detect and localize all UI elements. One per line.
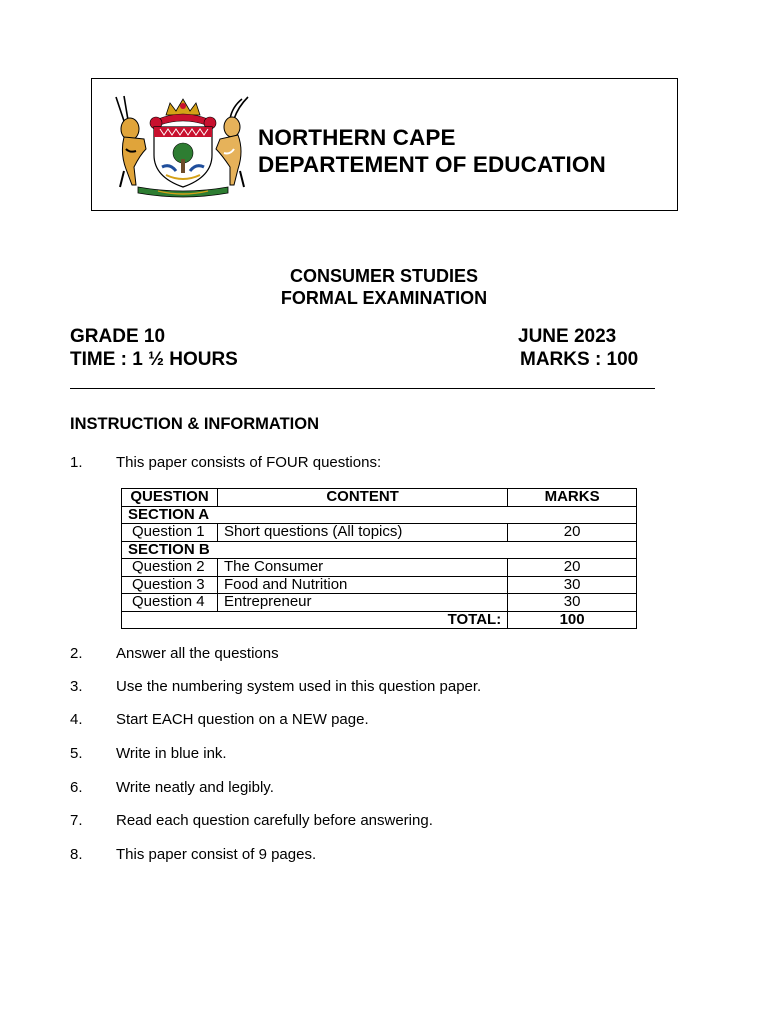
time-label: TIME : 1 ½ HOURS: [70, 349, 238, 370]
question-marks-table: [121, 488, 637, 629]
instruction-number: 4.: [70, 711, 83, 728]
motto-scroll: [138, 187, 228, 197]
section-a-label: SECTION A: [122, 506, 637, 524]
question-cell: Question 2: [122, 559, 218, 577]
instruction-number: 7.: [70, 812, 83, 829]
right-springbok: [216, 97, 248, 187]
instruction-number: 3.: [70, 678, 83, 695]
content-cell: Entrepreneur: [217, 594, 507, 612]
instruction-number: 5.: [70, 745, 83, 762]
header-content: CONTENT: [217, 489, 507, 507]
question-cell: Question 3: [122, 576, 218, 594]
exam-title: [0, 265, 768, 309]
crest-top: [150, 99, 216, 129]
total-row: [122, 611, 637, 629]
shield: [154, 127, 212, 187]
instruction-text: Use the numbering system used in this question paper.: [116, 678, 482, 695]
instruction-text: This paper consists of FOUR questions:: [116, 454, 382, 471]
instructions-heading: INSTRUCTION & INFORMATION: [70, 415, 320, 433]
instruction-text: Write in blue ink.: [116, 745, 227, 762]
subject-title: CONSUMER STUDIES: [289, 266, 478, 286]
instruction-text: Answer all the questions: [116, 645, 279, 662]
total-label: TOTAL:: [122, 611, 508, 629]
instruction-text: This paper consist of 9 pages.: [116, 846, 317, 863]
coat-of-arms-logo: [110, 93, 256, 199]
table-row: [122, 524, 637, 542]
total-value: 100: [508, 611, 637, 629]
instruction-number: 8.: [70, 846, 83, 863]
header-marks: MARKS: [508, 489, 637, 507]
exam-type-title: FORMAL EXAMINATION: [280, 288, 488, 308]
content-cell: Short questions (All topics): [217, 524, 507, 542]
instruction-text: Start EACH question on a NEW page.: [116, 711, 369, 728]
question-cell: Question 4: [122, 594, 218, 612]
content-cell: Food and Nutrition: [217, 576, 507, 594]
grade-label: GRADE 10: [70, 326, 166, 347]
header-question: QUESTION: [122, 489, 218, 507]
department-name: [258, 124, 606, 178]
total-marks-label: MARKS : 100: [520, 349, 639, 370]
table-row: [122, 559, 637, 577]
header-box: [91, 78, 678, 211]
marks-cell: 30: [508, 594, 637, 612]
instruction-text: Write neatly and legibly.: [116, 779, 274, 796]
instruction-number: 6.: [70, 779, 83, 796]
left-gemsbok: [116, 96, 146, 187]
marks-cell: 20: [508, 559, 637, 577]
table-header-row: [122, 489, 637, 507]
table-row: [122, 594, 637, 612]
instruction-number: 1.: [70, 454, 83, 471]
instruction-number: 2.: [70, 645, 83, 662]
department-name-line2: DEPARTEMENT OF EDUCATION: [258, 152, 606, 177]
marks-cell: 20: [508, 524, 637, 542]
horizontal-rule: [70, 388, 655, 389]
table-row: [122, 576, 637, 594]
content-cell: The Consumer: [217, 559, 507, 577]
department-name-line1: NORTHERN CAPE: [258, 125, 456, 150]
question-cell: Question 1: [122, 524, 218, 542]
section-b-row: [122, 541, 637, 559]
section-a-row: [122, 506, 637, 524]
instruction-text: Read each question carefully before answering.: [116, 812, 433, 829]
exam-date: JUNE 2023: [518, 326, 617, 347]
marks-cell: 30: [508, 576, 637, 594]
section-b-label: SECTION B: [122, 541, 637, 559]
